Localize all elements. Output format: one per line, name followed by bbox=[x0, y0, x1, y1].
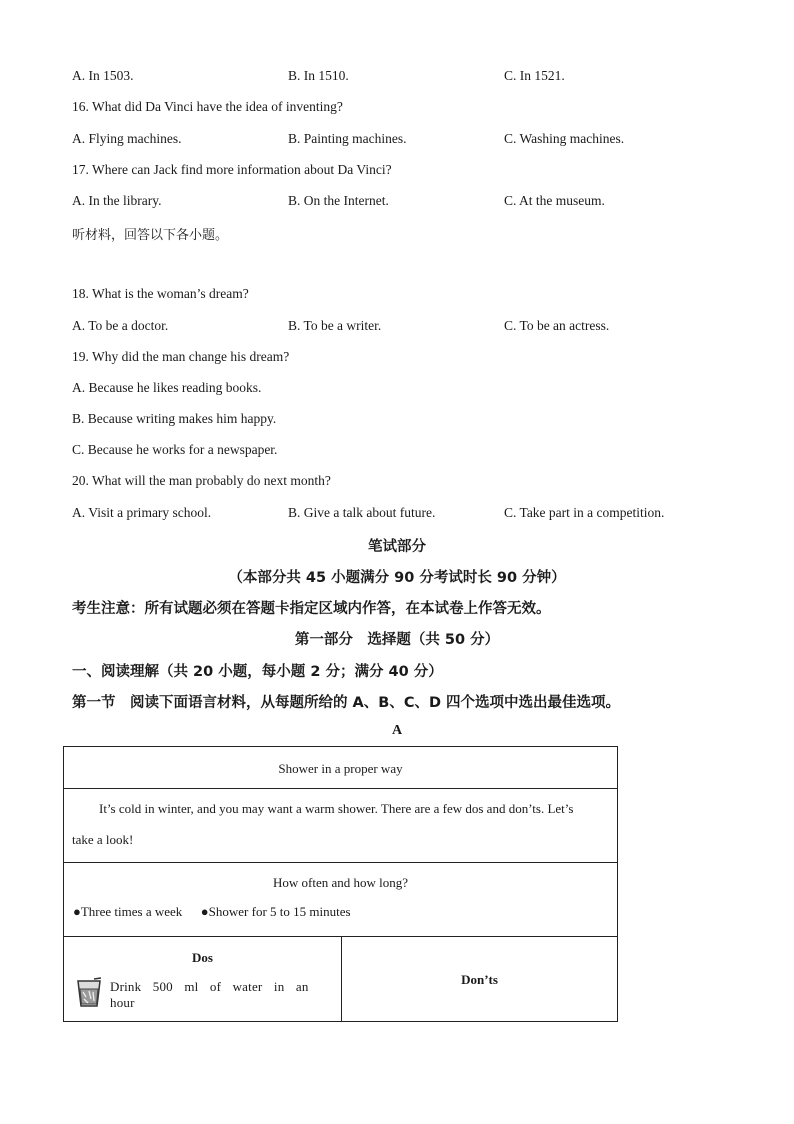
table-title: Shower in a proper way bbox=[278, 761, 403, 776]
section-one-instruction: 第一节 阅读下面语言材料，从每题所给的 A、B、C、D 四个选项中选出最佳选项。 bbox=[72, 695, 621, 711]
intro-line-2: take a look! bbox=[72, 832, 134, 847]
table-dos-donts-row bbox=[64, 937, 617, 1021]
q18-option-b: B. To be a writer. bbox=[288, 318, 382, 333]
table-intro-row bbox=[64, 789, 617, 863]
q15-option-a: A. In 1503. bbox=[72, 68, 134, 83]
dos-item-text: Drink 500 ml of water in an hour bbox=[110, 979, 309, 1010]
q17-option-a: A. In the library. bbox=[72, 193, 162, 208]
q20-question: 20. What will the man probably do next month? bbox=[72, 473, 331, 488]
written-section-title: 笔试部分 bbox=[368, 539, 426, 555]
q18-question: 18. What is the woman’s dream? bbox=[72, 286, 249, 301]
reading-comprehension-heading: 一、阅读理解（共 20 小题，每小题 2 分；满分 40 分） bbox=[72, 664, 443, 680]
table-intro bbox=[72, 793, 609, 855]
frequency-title: How often and how long? bbox=[272, 875, 409, 890]
q16-option-a: A. Flying machines. bbox=[72, 131, 182, 146]
q18-option-c: C. To be an actress. bbox=[504, 318, 610, 333]
frequency-list bbox=[73, 904, 351, 920]
q15-option-b: B. In 1510. bbox=[288, 68, 349, 83]
q18-option-a: A. To be a doctor. bbox=[72, 318, 169, 333]
q17-option-c: C. At the museum. bbox=[504, 193, 605, 208]
q20-option-c: C. Take part in a competition. bbox=[504, 505, 665, 520]
intro-line-1: It’s cold in winter, and you may want a warm shower. There are a few dos and don’ts. Let’s bbox=[99, 801, 574, 816]
dos-item bbox=[74, 977, 341, 1013]
q16-option-c: C. Washing machines. bbox=[504, 131, 625, 146]
water-glass-icon bbox=[74, 977, 104, 1013]
listening-instruction: 听材料，回答以下各小题。 bbox=[72, 228, 229, 243]
frequency-item: Shower for 5 to 15 minutes bbox=[208, 904, 351, 919]
q17-question: 17. Where can Jack find more information about Da Vinci? bbox=[72, 162, 392, 177]
frequency-item: Three times a week bbox=[80, 904, 183, 919]
q19-option-a: A. Because he likes reading books. bbox=[72, 380, 262, 395]
bullet-icon: ● bbox=[200, 904, 209, 919]
q16-question: 16. What did Da Vinci have the idea of inventing? bbox=[72, 99, 343, 114]
q20-option-a: A. Visit a primary school. bbox=[72, 505, 212, 520]
dos-header: Dos bbox=[192, 950, 213, 965]
q16-option-b: B. Painting machines. bbox=[288, 131, 407, 146]
q19-question: 19. Why did the man change his dream? bbox=[72, 349, 290, 364]
q19-option-c: C. Because he works for a newspaper. bbox=[72, 442, 278, 457]
q20-option-b: B. Give a talk about future. bbox=[288, 505, 436, 520]
passage-label: A bbox=[391, 723, 403, 738]
q15-option-c: C. In 1521. bbox=[504, 68, 565, 83]
written-section-subtitle: （本部分共 45 小题满分 90 分考试时长 90 分钟） bbox=[228, 570, 566, 586]
table-title-row bbox=[64, 747, 617, 789]
exam-notice: 考生注意：所有试题必须在答题卡指定区域内作答，在本试卷上作答无效。 bbox=[72, 601, 551, 617]
donts-header: Don’ts bbox=[461, 972, 498, 987]
part-one-heading: 第一部分 选择题（共 50 分） bbox=[294, 632, 500, 648]
bullet-icon: ● bbox=[73, 904, 81, 919]
q19-option-b: B. Because writing makes him happy. bbox=[72, 411, 277, 426]
table-frequency-row bbox=[64, 863, 617, 937]
q17-option-b: B. On the Internet. bbox=[288, 193, 389, 208]
shower-table bbox=[63, 746, 618, 1022]
donts-cell bbox=[342, 937, 617, 1021]
dos-cell bbox=[64, 937, 342, 1021]
